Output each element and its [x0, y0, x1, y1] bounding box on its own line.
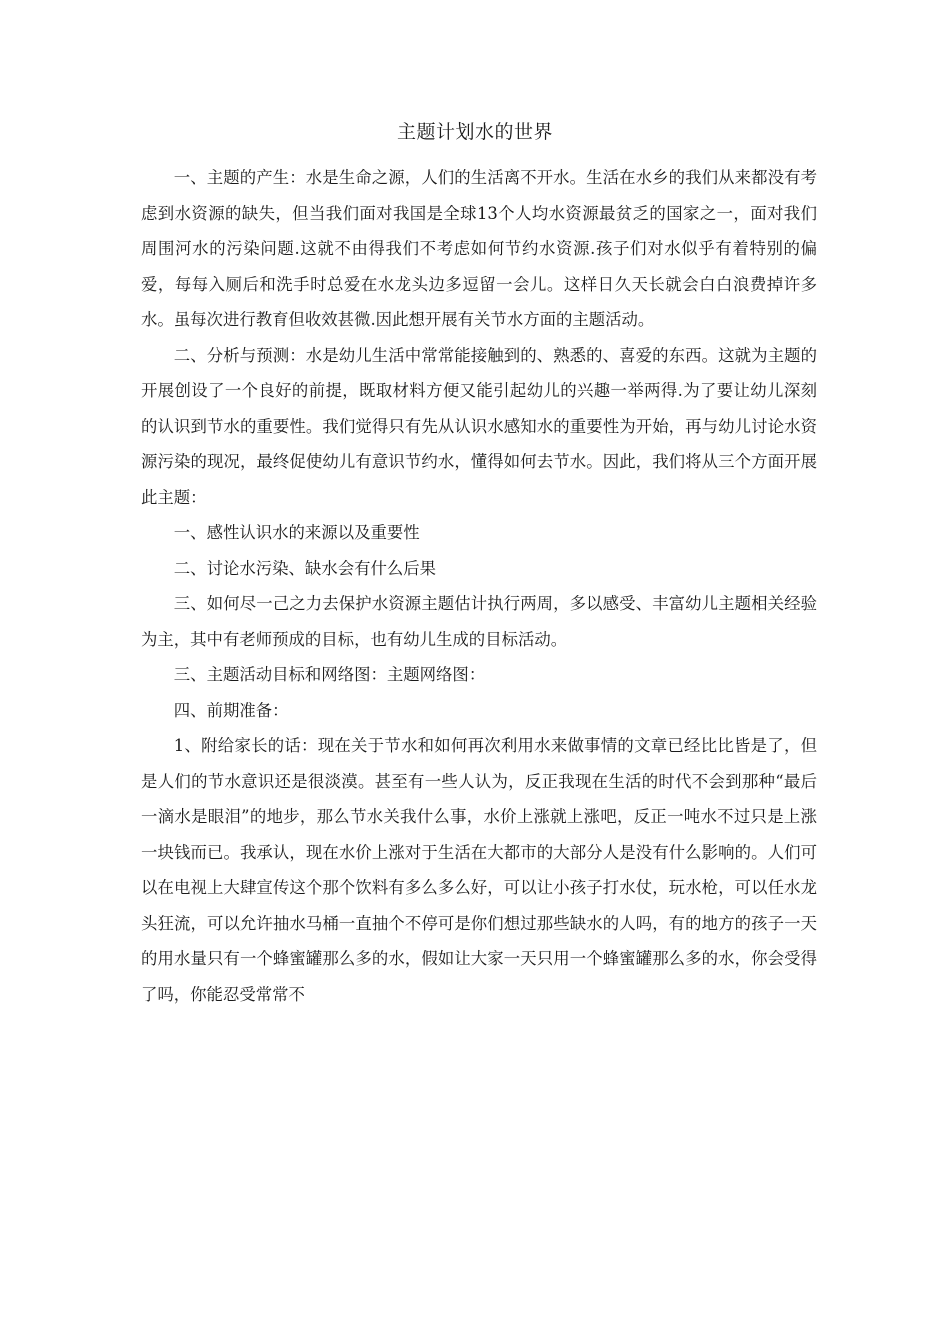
paragraph-analysis: 二、分析与预测：水是幼儿生活中常常能接触到的、熟悉的、喜爱的东西。这就为主题的开展创设了一个良好的前提，既取材料方便又能引起幼儿的兴趣一举两得.为了要让幼儿深刻的认识到节水的重要性。我们觉得只有先从认识水感知水的重要性为开始，再与幼儿讨论水资源污染的现况，最终促使幼儿有意识节约水，懂得如何去节水。因此，我们将从三个方面开展此主题：	[141, 345, 817, 507]
paragraph-theme-origin: 一、主题的产生：水是生命之源，人们的生活离不开水。生活在水乡的我们从来都没有考虑到水资源的缺失，但当我们面对我国是全球13个人均水资源最贫乏的国家之一，面对我们周围河水的污染问题.这就不由得我们不考虑如何节约水资源.孩子们对水似乎有着特别的偏爱，每每入厕后和洗手时总爱在水龙头边多逗留一会儿。这样日久天长就会白白浪费掉许多水。虽每次进行教育但收效甚微.因此想开展有关节水方面的主题活动。	[141, 168, 817, 329]
paragraph-item-2: 二、讨论水污染、缺水会有什么后果	[173, 558, 437, 578]
paragraph-preparation: 四、前期准备：	[173, 700, 289, 720]
paragraph-goals: 三、主题活动目标和网络图：主题网络图：	[173, 665, 486, 684]
paragraph-parent-letter: 1、附给家长的话：现在关于节水和如何再次利用水来做事情的文章已经比比皆是了，但是人们的节水意识还是很淡漠。甚至有一些人认为，反正我现在生活的时代不会到那种“最后一滴水是眼泪”的地步，那么节水关我什么事，水价上涨就上涨吧，反正一吨水不过只是上涨一块钱而已。我承认，现在水价上涨对于生活在大都市的大部分人是没有什么影响的。人们可以在电视上大肆宣传这个那个饮料有多么多么好，可以让小孩子打水仗，玩水枪，可以任水龙头狂流，可以允许抽水马桶一直抽个不停可是你们想过那些缺水的人吗，有的地方的孩子一天的用水量只有一个蜂蜜罐那么多的水，假如让大家一天只用一个蜂蜜罐那么多的水，你会受得了吗，你能忍受常常不	[141, 736, 817, 1004]
document-body	[141, 160, 817, 1012]
document-title: 主题计划水的世界	[396, 121, 553, 143]
paragraph-item-1: 一、感性认识水的来源以及重要性	[173, 523, 420, 542]
paragraph-item-3: 三、如何尽一己之力去保护水资源主题估计执行两周，多以感受、丰富幼儿主题相关经验为主，其中有老师预成的目标，也有幼儿生成的目标活动。	[141, 594, 817, 649]
